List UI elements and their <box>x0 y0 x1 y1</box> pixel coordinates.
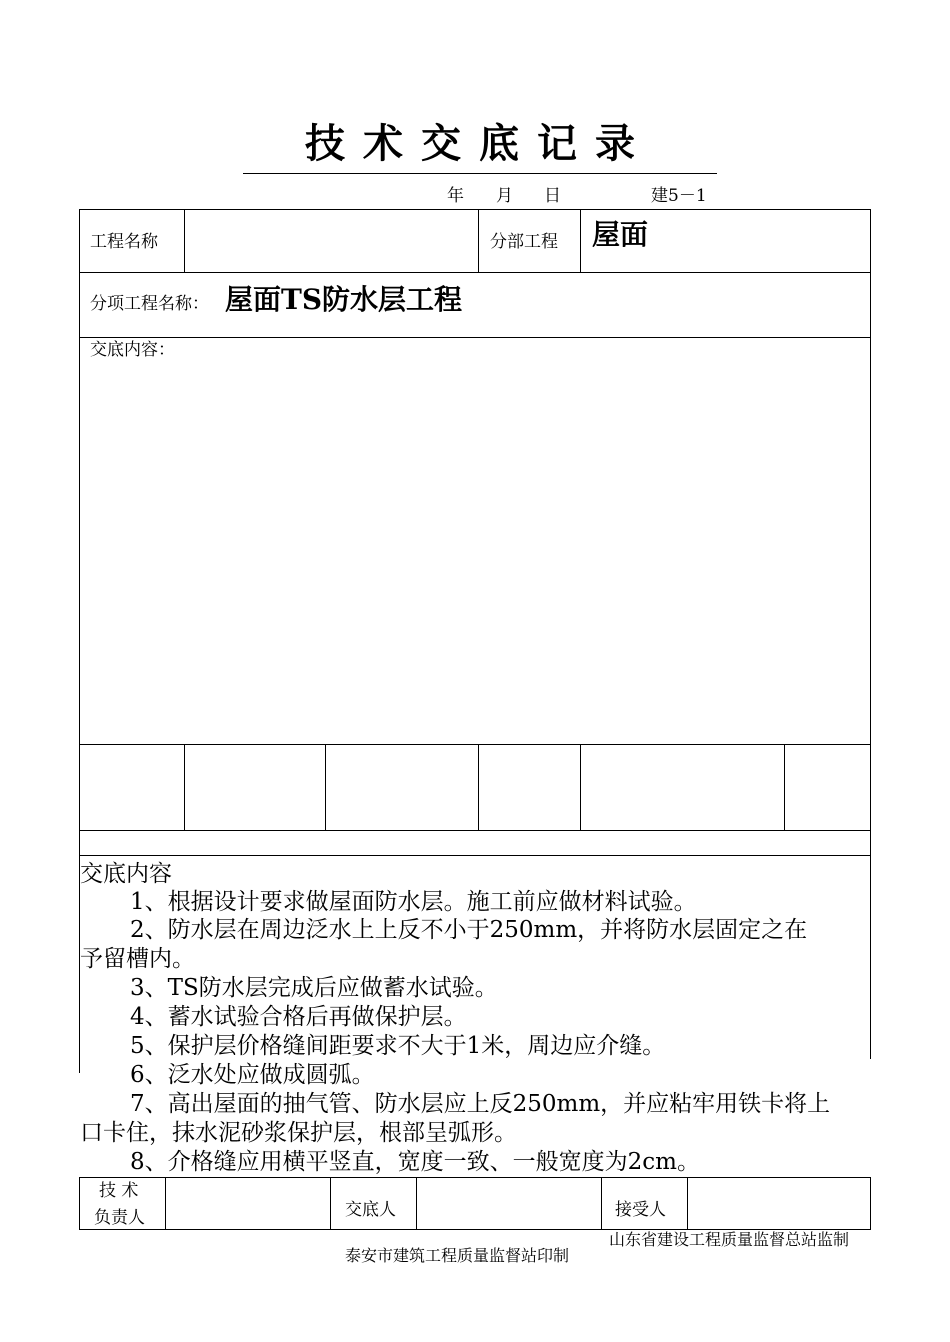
grid-line <box>79 209 80 1073</box>
content-label: 交底内容： <box>90 340 175 360</box>
disclosure-item-4: 4、蓄水试验合格后再做保护层。 <box>130 1004 467 1030</box>
grid-line <box>580 744 581 830</box>
grid-line <box>79 1177 80 1230</box>
grid-line <box>330 1177 331 1230</box>
grid-line <box>184 209 185 272</box>
grid-line <box>580 209 581 272</box>
page-title: 技术交底记录 <box>305 120 653 167</box>
date-year: 年 <box>447 186 464 206</box>
grid-line <box>79 830 871 831</box>
disclosure-heading: 交底内容 <box>80 861 172 887</box>
grid-line <box>79 744 871 745</box>
disclosure-item-7-cont: 口卡住，抹水泥砂浆保护层，根部呈弧形。 <box>80 1120 517 1146</box>
grid-line <box>478 744 479 830</box>
receiver-label: 接受人 <box>615 1200 666 1220</box>
title-underline <box>243 173 717 174</box>
division-value: 屋面 <box>592 218 649 251</box>
grid-line <box>870 1177 871 1230</box>
disclosure-item-2: 2、防水层在周边泛水上上反不小于250mm，并将防水层固定之在 <box>130 917 808 943</box>
disclosure-item-5: 5、保护层价格缝间距要求不大于1米，周边应介缝。 <box>130 1033 666 1059</box>
subitem-label: 分项工程名称： <box>90 294 209 314</box>
grid-line <box>478 209 479 272</box>
division-label: 分部工程 <box>490 232 558 252</box>
grid-line <box>79 337 871 338</box>
footer-supervisor: 山东省建设工程质量监督总站监制 <box>609 1230 850 1249</box>
subitem-value: 屋面TS防水层工程 <box>225 283 463 316</box>
grid-line <box>79 209 871 210</box>
grid-line <box>79 272 871 273</box>
grid-line <box>784 744 785 830</box>
grid-line <box>870 209 871 1059</box>
disclosure-item-3: 3、TS防水层完成后应做蓄水试验。 <box>130 975 498 1001</box>
tech-lead-label: 技 术 <box>99 1181 139 1201</box>
grid-line <box>687 1177 688 1230</box>
disclosure-item-8: 8、介格缝应用横平竖直，宽度一致、一般宽度为2cm。 <box>130 1149 700 1175</box>
grid-line <box>79 855 871 856</box>
form-code: 建5－1 <box>651 186 707 206</box>
grid-line <box>184 744 185 830</box>
disclosure-item-2-cont: 予留槽内。 <box>80 946 195 972</box>
grid-line <box>165 1177 166 1230</box>
disclosure-item-6: 6、泛水处应做成圆弧。 <box>130 1062 375 1088</box>
disclosure-item-7: 7、高出屋面的抽气管、防水层应上反250mm，并应粘牢用铁卡将上 <box>130 1091 831 1117</box>
grid-line <box>79 1177 871 1178</box>
grid-line <box>601 1177 602 1230</box>
discloser-label: 交底人 <box>345 1200 396 1220</box>
date-month: 月 <box>496 186 513 206</box>
grid-line <box>416 1177 417 1230</box>
tech-lead-label-2: 负责人 <box>94 1208 145 1228</box>
footer-printer: 泰安市建筑工程质量监督站印制 <box>345 1246 570 1265</box>
date-day: 日 <box>544 186 561 206</box>
grid-line <box>325 744 326 830</box>
project-name-label: 工程名称 <box>90 232 158 252</box>
disclosure-item-1: 1、根据设计要求做屋面防水层。施工前应做材料试验。 <box>130 889 697 915</box>
